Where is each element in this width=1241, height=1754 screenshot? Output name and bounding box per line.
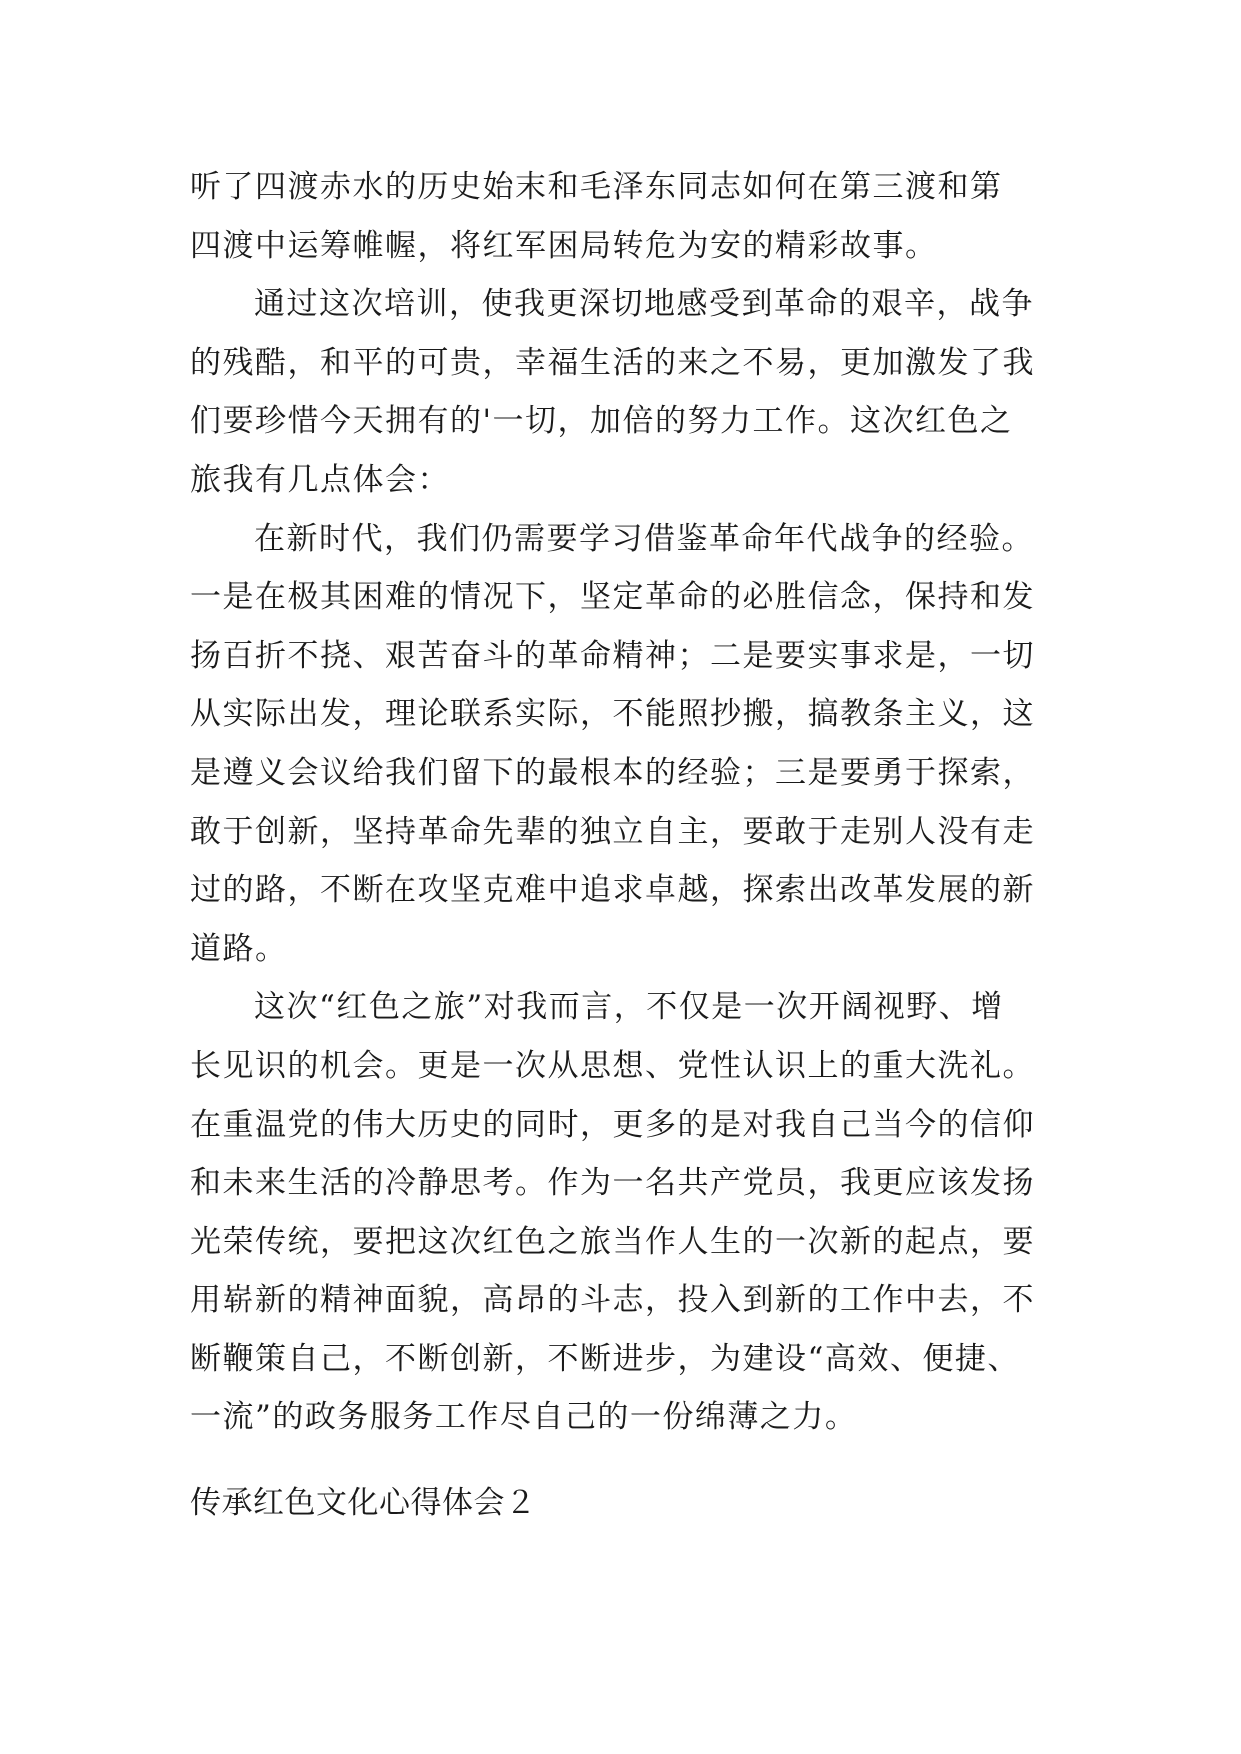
text-line: 从实际出发，理论联系实际，不能照抄搬，搞教条主义，这 [190,696,1035,733]
text-line: 断鞭策自己，不断创新，不断进步，为建设“高效、便捷、 [190,1340,1020,1377]
text-line: 过的路，不断在攻坚克难中追求卓越，探索出改革发展的新 [190,872,1035,909]
paragraph [190,275,1050,509]
text-line: 一是在极其困难的情况下，坚定革命的必胜信念，保持和发 [190,579,1035,616]
next-section-title: 传承红色文化心得体会２ [190,1485,537,1521]
text-line: 光荣传统，要把这次红色之旅当作人生的一次新的起点，要 [190,1223,1035,1260]
text-line: 一流”的政务服务工作尽自己的一份绵薄之力。 [190,1399,858,1436]
text-line: 四渡中运筹帷幄，将红军困局转危为安的精彩故事。 [190,227,938,264]
text-line: 的残酷，和平的可贵，幸福生活的来之不易，更加激发了我 [190,344,1035,381]
text-line: 在新时代，我们仍需要学习借鉴革命年代战争的经验。 [254,520,1034,557]
document-body [190,158,1050,1447]
text-line: 旅我有几点体会： [190,461,450,498]
text-line: 和未来生活的冷静思考。作为一名共产党员，我更应该发扬 [190,1165,1035,1202]
text-line: 扬百折不挠、艰苦奋斗的革命精神；二是要实事求是，一切 [190,637,1035,674]
text-line: 长见识的机会。更是一次从思想、党性认识上的重大洗礼。 [190,1047,1035,1084]
text-line: 这次“红色之旅”对我而言，不仅是一次开阔视野、增 [254,989,1004,1026]
paragraph [190,158,1050,275]
paragraph [190,510,1050,979]
text-line: 敢于创新，坚持革命先辈的独立自主，要敢于走别人没有走 [190,813,1035,850]
text-line: 们要珍惜今天拥有的'一切，加倍的努力工作。这次红色之 [190,403,1013,440]
text-line: 在重温党的伟大历史的同时，更多的是对我自己当今的信仰 [190,1106,1035,1143]
text-line: 道路。 [190,930,288,967]
text-line: 用崭新的精神面貌，高昂的斗志，投入到新的工作中去，不 [190,1282,1035,1319]
text-line: 通过这次培训，使我更深切地感受到革命的艰辛，战争 [254,286,1034,323]
text-line: 听了四渡赤水的历史始末和毛泽东同志如何在第三渡和第 [190,169,1003,205]
paragraph [190,978,1050,1447]
text-line: 是遵义会议给我们留下的最根本的经验；三是要勇于探索， [190,754,1035,791]
